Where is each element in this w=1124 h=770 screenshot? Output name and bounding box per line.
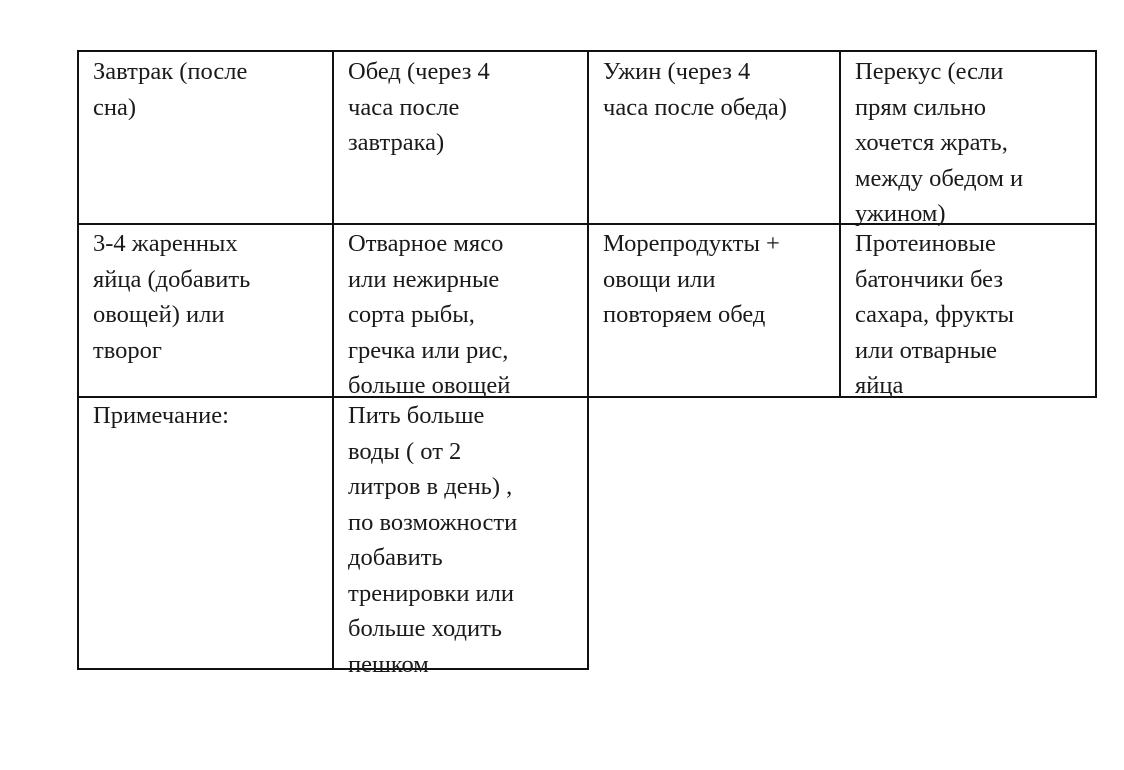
cell-dinner-menu: Морепродукты + овощи или повторяем обед xyxy=(603,230,780,328)
header-cell-breakfast: Завтрак (после сна) xyxy=(93,58,248,121)
cell-snack-menu: Протеиновые батончики без сахара, фрукты или отварные яйца xyxy=(855,230,1015,399)
header-cell-lunch: Обед (через 4 часа после завтрака) xyxy=(348,58,490,156)
note-label: Примечание: xyxy=(93,402,229,429)
cell-lunch-menu: Отварное мясо или нежирные сорта рыбы, гречка или рис, больше овощей xyxy=(348,230,511,399)
header-cell-snack: Перекус (если прям сильно хочется жрать, между обедом и ужином) xyxy=(855,58,1024,227)
cell-breakfast-menu: 3-4 жаренных яйца (добавить овощей) или творог xyxy=(93,230,251,364)
table-column-divider xyxy=(839,50,841,398)
table-column-divider xyxy=(587,50,589,670)
table-column-divider xyxy=(332,50,334,670)
table-border-right xyxy=(1095,50,1097,398)
table-border-left xyxy=(77,50,79,670)
note-text: Пить больше воды ( от 2 литров в день) , по возможности добавить тренировки или больше ходить пешком xyxy=(348,402,518,678)
header-cell-dinner: Ужин (через 4 часа после обеда) xyxy=(603,58,787,121)
